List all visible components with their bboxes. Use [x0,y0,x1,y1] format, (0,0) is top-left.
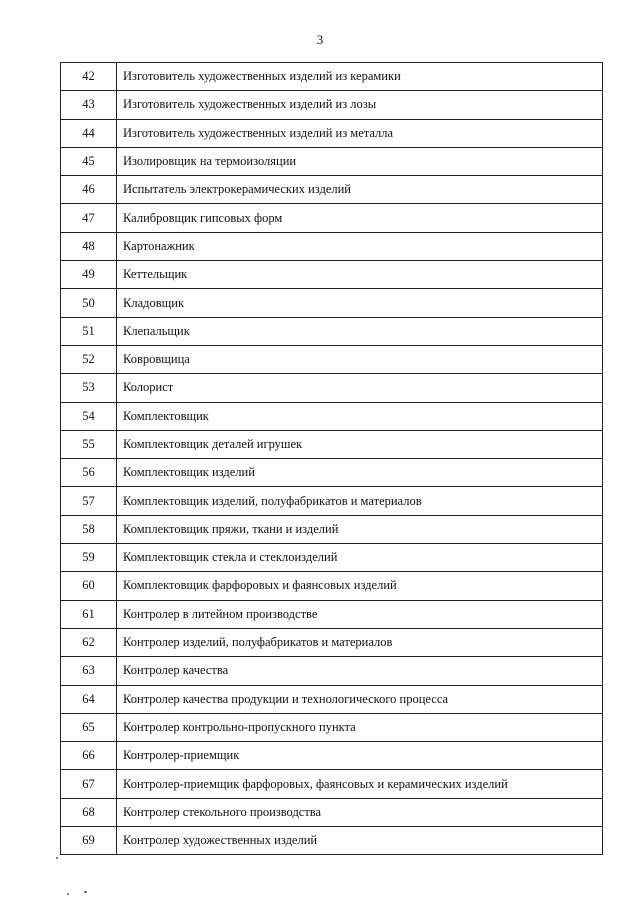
table-row [61,374,603,402]
table-row [61,176,603,204]
profession-name: Калибровщик гипсовых форм [117,204,603,232]
row-number: 57 [61,487,117,515]
table-row [61,628,603,656]
table-row [61,459,603,487]
table-row [61,515,603,543]
profession-name: Колорист [117,374,603,402]
row-number: 69 [61,827,117,855]
row-number: 44 [61,119,117,147]
profession-name: Испытатель электрокерамических изделий [117,176,603,204]
profession-name: Изготовитель художественных изделий из металла [117,119,603,147]
table-row [61,657,603,685]
row-number: 58 [61,515,117,543]
profession-name: Контролер-приемщик фарфоровых, фаянсовых и керамических изделий [117,770,603,798]
table-row [61,204,603,232]
row-number: 51 [61,317,117,345]
row-number: 61 [61,600,117,628]
profession-name: Картонажник [117,232,603,260]
row-number: 68 [61,798,117,826]
table-row [61,742,603,770]
row-number: 42 [61,63,117,91]
row-number: 54 [61,402,117,430]
table-row [61,261,603,289]
profession-name: Изолировщик на термоизоляции [117,147,603,175]
profession-name: Контролер качества [117,657,603,685]
table-row [61,544,603,572]
row-number: 45 [61,147,117,175]
profession-name: Комплектовщик [117,402,603,430]
page-number: 3 [316,32,324,47]
profession-name: Клепальщик [117,317,603,345]
table-row [61,430,603,458]
table-row [61,827,603,855]
profession-name: Кладовщик [117,289,603,317]
row-number: 53 [61,374,117,402]
profession-name: Контролер в литейном производстве [117,600,603,628]
profession-name: Комплектовщик деталей игрушек [117,430,603,458]
row-number: 62 [61,628,117,656]
table-row [61,91,603,119]
table-row [61,119,603,147]
row-number: 59 [61,544,117,572]
row-number: 43 [61,91,117,119]
row-number: 66 [61,742,117,770]
profession-name: Контролер контрольно-пропускного пункта [117,713,603,741]
profession-name: Комплектовщик пряжи, ткани и изделий [117,515,603,543]
row-number: 55 [61,430,117,458]
profession-name: Кеттельщик [117,261,603,289]
row-number: 65 [61,713,117,741]
professions-table [60,62,603,855]
table-row [61,600,603,628]
row-number: 52 [61,345,117,373]
table-row [61,147,603,175]
row-number: 49 [61,261,117,289]
row-number: 63 [61,657,117,685]
table-row [61,572,603,600]
row-number: 67 [61,770,117,798]
table-row [61,685,603,713]
scan-speck [84,891,87,893]
profession-name: Изготовитель художественных изделий из лозы [117,91,603,119]
profession-name: Контролер стекольного производства [117,798,603,826]
professions-table-body [61,63,603,855]
table-row [61,63,603,91]
row-number: 48 [61,232,117,260]
profession-name: Комплектовщик фарфоровых и фаянсовых изделий [117,572,603,600]
profession-name: Контролер художественных изделий [117,827,603,855]
table-row [61,487,603,515]
table-row [61,770,603,798]
profession-name: Контролер-приемщик [117,742,603,770]
profession-name: Контролер изделий, полуфабрикатов и материалов [117,628,603,656]
table-row [61,289,603,317]
row-number: 46 [61,176,117,204]
profession-name: Изготовитель художественных изделий из керамики [117,63,603,91]
profession-name: Комплектовщик стекла и стеклоизделий [117,544,603,572]
scan-speck [56,857,58,859]
table-row [61,798,603,826]
table-row [61,232,603,260]
table-row [61,402,603,430]
table-row [61,317,603,345]
profession-name: Ковровщица [117,345,603,373]
profession-name: Контролер качества продукции и технологического процесса [117,685,603,713]
row-number: 56 [61,459,117,487]
row-number: 47 [61,204,117,232]
scan-speck [67,893,69,895]
row-number: 64 [61,685,117,713]
row-number: 60 [61,572,117,600]
profession-name: Комплектовщик изделий, полуфабрикатов и материалов [117,487,603,515]
table-row [61,713,603,741]
row-number: 50 [61,289,117,317]
table-row [61,345,603,373]
profession-name: Комплектовщик изделий [117,459,603,487]
